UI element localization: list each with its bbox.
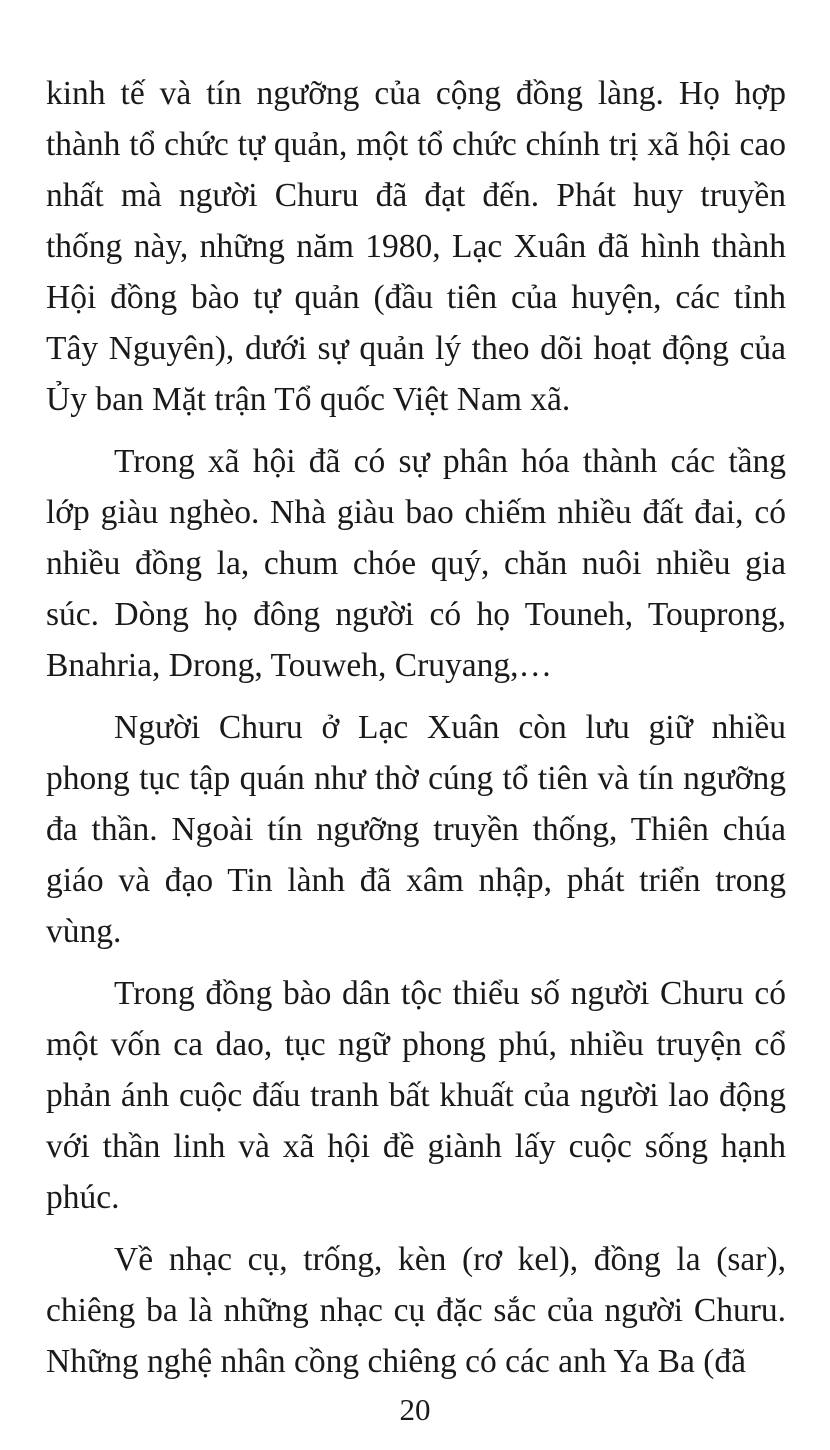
page-number: 20 <box>399 1392 431 1427</box>
paragraph-3: Người Churu ở Lạc Xuân còn lưu giữ nhiều phong tục tập quán như thờ cúng tổ tiên và tín ngưỡng đa thần. Ngoài tín ngưỡng truyền thống, Thiên chúa giáo và đạo Tin lành đã xâm nhập, phát triển trong vùng. <box>46 709 786 950</box>
paragraph-1: kinh tế và tín ngưỡng của cộng đồng làng. Họ hợp thành tổ chức tự quản, một tổ chức chính trị xã hội cao nhất mà người Churu đã đạt đến. Phát huy truyền thống này, những năm 1980, Lạc Xuân đã hình thành Hội đồng bào tự quản (đầu tiên của huyện, các tỉnh Tây Nguyên), dưới sự quản lý theo dõi hoạt động của Ủy ban Mặt trận Tổ quốc Việt Nam xã. <box>46 75 786 418</box>
paragraph-4: Trong đồng bào dân tộc thiểu số người Churu có một vốn ca dao, tục ngữ phong phú, nhiều truyện cổ phản ánh cuộc đấu tranh bất khuất của người lao động với thần linh và xã hội đề giành lấy cuộc sống hạnh phúc. <box>46 975 786 1216</box>
body-text <box>46 68 786 1398</box>
paragraph-5: Về nhạc cụ, trống, kèn (rơ kel), đồng la (sar), chiêng ba là những nhạc cụ đặc sắc của người Churu. Những nghệ nhân cồng chiêng có các anh Ya Ba (đã <box>46 1241 786 1380</box>
paragraph-2: Trong xã hội đã có sự phân hóa thành các tầng lớp giàu nghèo. Nhà giàu bao chiếm nhiều đất đai, có nhiều đồng la, chum chóe quý, chăn nuôi nhiều gia súc. Dòng họ đông người có họ Touneh, Touprong, Bnahria, Drong, Touweh, Cruyang,… <box>46 443 786 684</box>
